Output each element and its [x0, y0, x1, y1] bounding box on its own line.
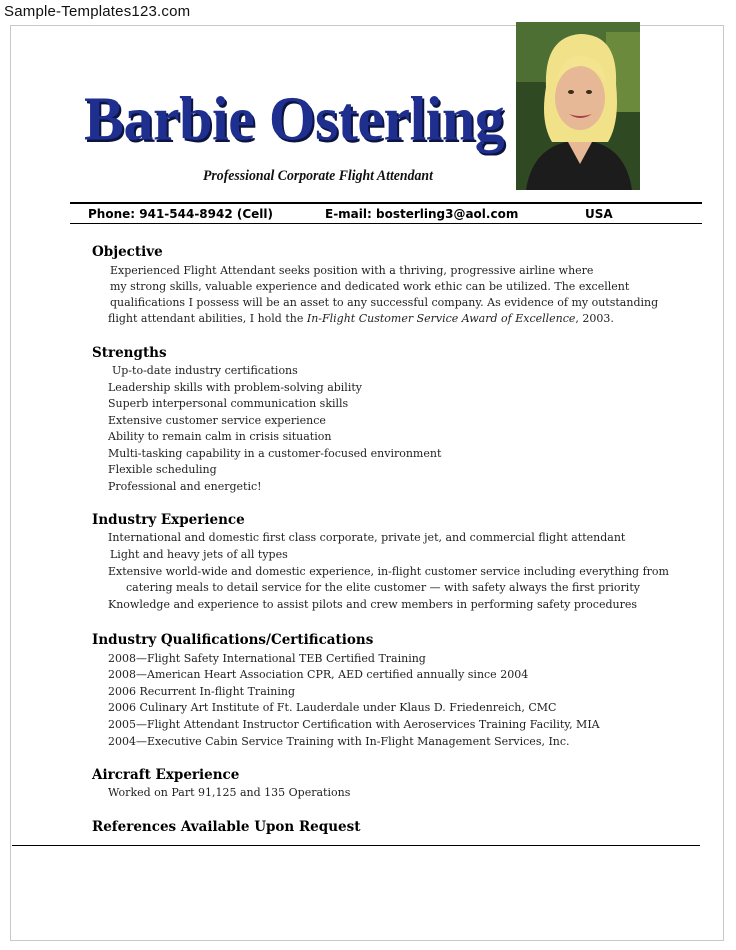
- certification-item: 2005—Flight Attendant Instructor Certification with Aeroservices Training Facility, MIA: [108, 718, 600, 731]
- strength-item: Flexible scheduling: [108, 463, 217, 476]
- strength-item: Superb interpersonal communication skills: [108, 397, 349, 410]
- strength-item: Extensive customer service experience: [108, 414, 326, 427]
- strengths-heading: Strengths: [92, 345, 167, 361]
- experience-line: Light and heavy jets of all types: [110, 548, 288, 561]
- certification-item: 2008—Flight Safety International TEB Certified Training: [108, 652, 426, 665]
- footer-rule: [12, 845, 700, 846]
- objective-line: Experienced Flight Attendant seeks position with a thriving, progressive airline where: [110, 264, 594, 277]
- candidate-name: Barbie Osterling: [84, 84, 505, 154]
- certification-item: 2006 Recurrent In-flight Training: [108, 685, 295, 698]
- aircraft-text: Worked on Part 91,125 and 135 Operations: [108, 786, 351, 799]
- experience-line: catering meals to detail service for the elite customer — with safety always the first priority: [126, 581, 640, 594]
- phone-number: Phone: 941-544-8942 (Cell): [88, 207, 274, 221]
- objective-line: qualifications I possess will be an asset to any successful company. As evidence of my outstanding: [110, 296, 659, 309]
- watermark-text: Sample-Templates123.com: [4, 3, 191, 20]
- experience-line: Extensive world-wide and domestic experience, in-flight customer service including everything from: [108, 565, 669, 578]
- experience-line: International and domestic first class corporate, private jet, and commercial flight attendant: [108, 531, 626, 544]
- objective-heading: Objective: [92, 244, 163, 260]
- objective-line-start: flight attendant abilities, I hold the: [108, 312, 307, 325]
- header-rule-bottom: [70, 223, 702, 224]
- header-rule-top: [70, 202, 702, 204]
- award-title: In-Flight Customer Service Award of Excellence: [306, 312, 576, 325]
- strength-item: Leadership skills with problem-solving ability: [108, 381, 362, 394]
- objective-line-award: [108, 312, 614, 326]
- objective-line: my strong skills, valuable experience and dedicated work ethic can be utilized. The excellent: [110, 280, 630, 293]
- experience-heading: Industry Experience: [92, 512, 245, 528]
- country: USA: [585, 207, 613, 221]
- strength-item: Ability to remain calm in crisis situation: [108, 430, 332, 443]
- email-address: E-mail: bosterling3@aol.com: [325, 207, 519, 221]
- strength-item: Up-to-date industry certifications: [112, 364, 298, 377]
- objective-line-end: , 2003.: [575, 312, 614, 325]
- certification-item: 2004—Executive Cabin Service Training with In-Flight Management Services, Inc.: [108, 735, 570, 748]
- experience-line: Knowledge and experience to assist pilots and crew members in performing safety procedures: [108, 598, 637, 611]
- certification-item: 2008—American Heart Association CPR, AED certified annually since 2004: [108, 668, 529, 681]
- profile-photo: [516, 22, 640, 190]
- job-title: Professional Corporate Flight Attendant: [203, 168, 433, 184]
- references-heading: References Available Upon Request: [92, 819, 361, 835]
- strength-item: Multi-tasking capability in a customer-focused environment: [108, 447, 442, 460]
- aircraft-heading: Aircraft Experience: [92, 767, 240, 783]
- certification-item: 2006 Culinary Art Institute of Ft. Lauderdale under Klaus D. Friedenreich, CMC: [108, 701, 557, 714]
- strength-item: Professional and energetic!: [108, 480, 262, 493]
- certifications-heading: Industry Qualifications/Certifications: [92, 632, 374, 648]
